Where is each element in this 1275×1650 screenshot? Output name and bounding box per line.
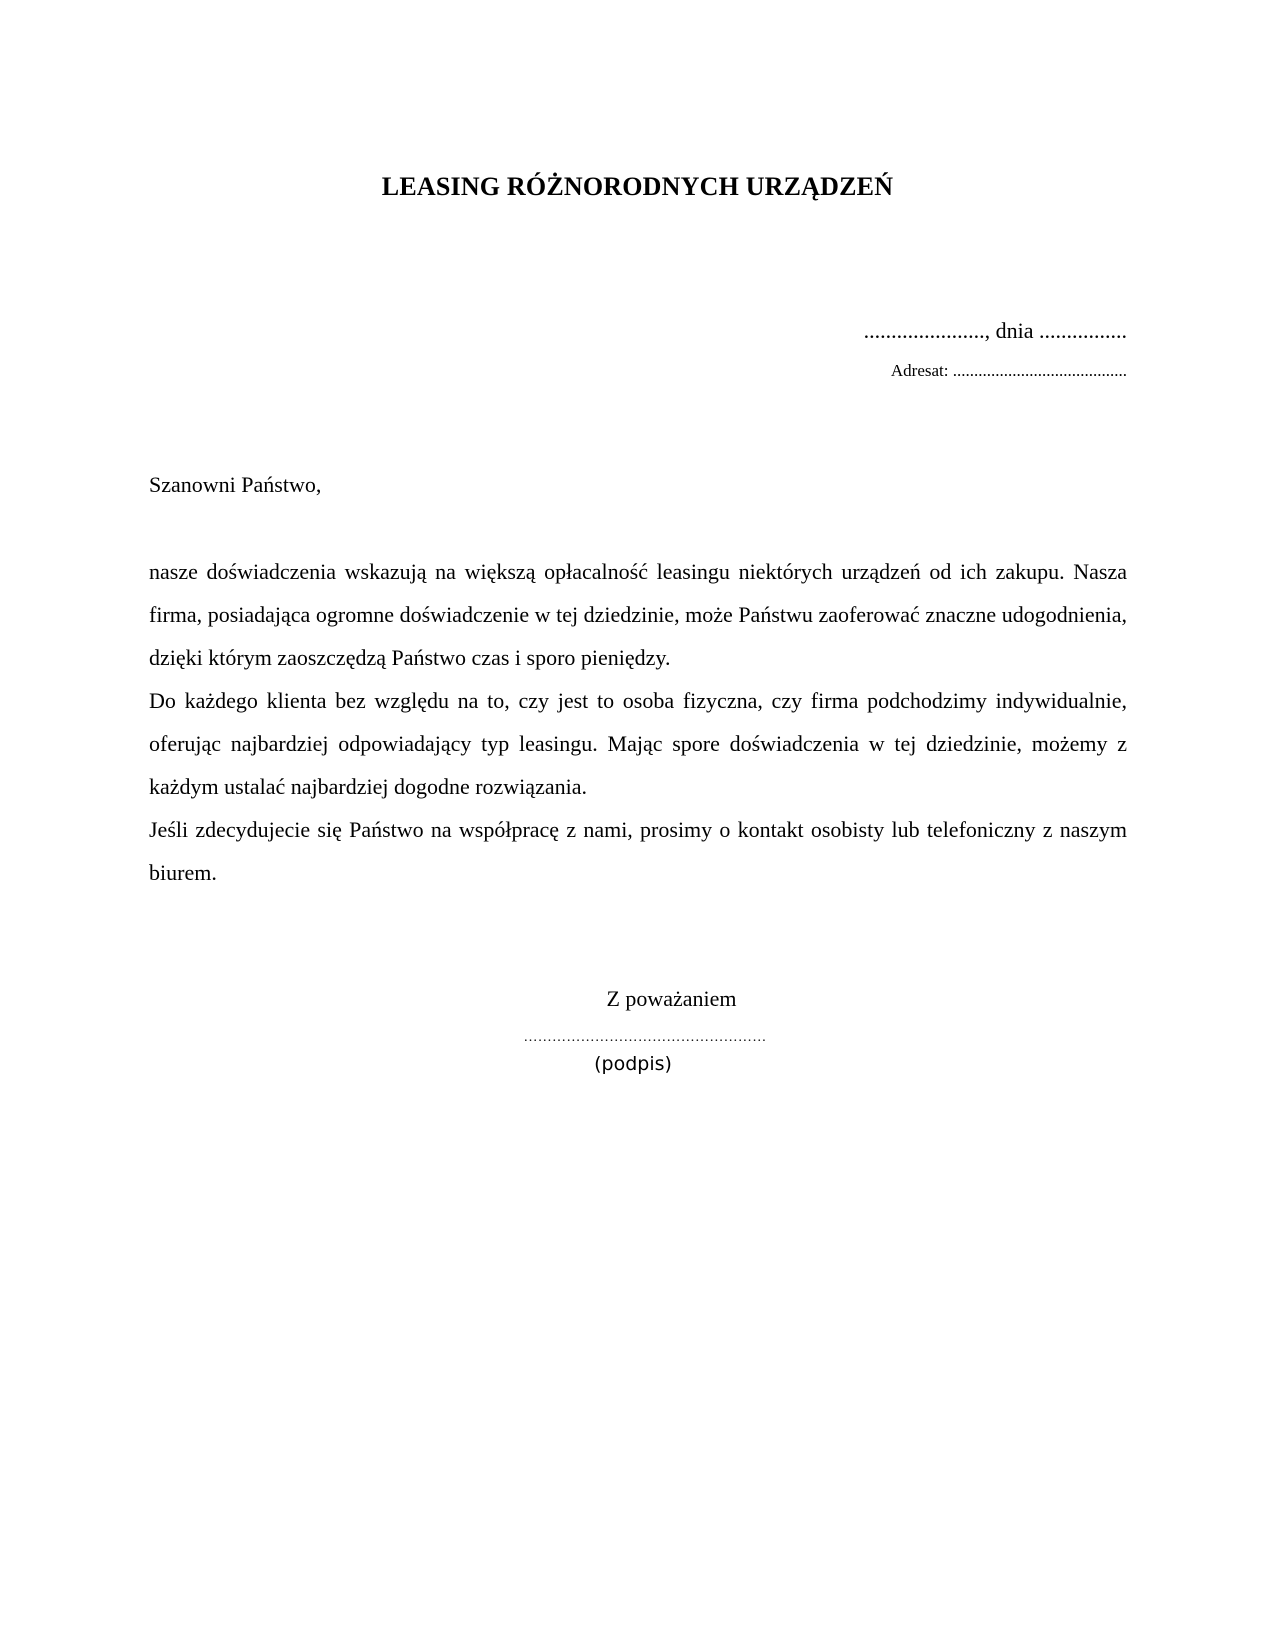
addressee-line: Adresat: ......................................... (890, 361, 1127, 380)
paragraph-3: Jeśli zdecydujecie się Państwo na współpracę z nami, prosimy o kontakt osobisty lub telefoniczny z naszym biurem. (149, 817, 1127, 885)
paragraph-1: nasze doświadczenia wskazują na większą opłacalność leasingu niektórych urządzeń od ich zakupu. Nasza firma, posiadająca ogromne doświadczenie w tej dziedzinie, może Państwu zaoferować znaczne udogodnienia, dzięki którym zaoszczędzą Państwo czas i sporo pieniędzy. (149, 559, 1127, 670)
closing-phrase: Z poważaniem (606, 986, 737, 1011)
signature-line: …………………………………………… (523, 1030, 767, 1045)
paragraph-2: Do każdego klienta bez względu na to, czy jest to osoba fizyczna, czy firma podchodzimy indywidualnie, oferując najbardziej odpowiadający typ leasingu. Mając spore doświadczenia w tej dziedzinie, możemy z każdym ustalać najbardziej dogodne rozwiązania. (149, 688, 1127, 799)
letter-body (149, 550, 1127, 894)
signature-label: (podpis) (594, 1053, 672, 1075)
document-title: LEASING RÓŻNORODNYCH URZĄDZEŃ (381, 172, 894, 201)
place-date-line: ......................, dnia ................ (863, 318, 1127, 343)
salutation: Szanowni Państwo, (149, 472, 322, 497)
